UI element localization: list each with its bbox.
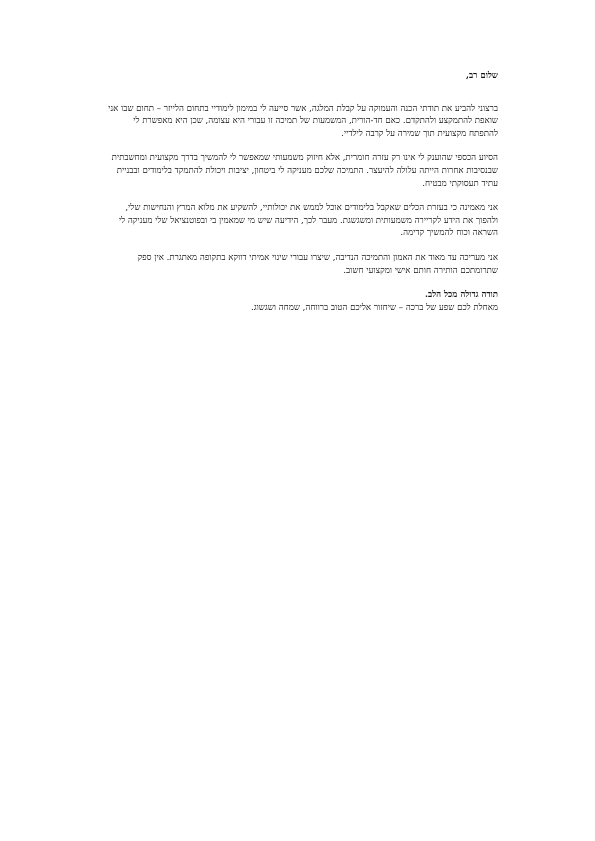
- letter-paragraph-3: אני מאמינה כי בעזרת הכלים שאקבל בלימודים אוכל לממש את יכולותיי, להשקיע את מלוא המרץ והנחישות שלי, ולהפוך את הידע לקריירה משמעותית ומשגשגת. מעבר לכך, הידיעה שיש מי שמאמין בי ובפוטנציאל שלי מעניקה לי השראה וכוח להמשיך קדימה.: [118, 203, 498, 239]
- letter-body: [106, 70, 498, 314]
- letter-paragraph-1: ברצוני להביע את תודתי הכנה והעמוקה על קבלת המלגה, אשר סייעה לי במימון לימודיי בתחום הלייזר – תחום שבו אני שואפת להתמקצע ולהתקדם. כאם חד-הורית, המשמעות של תמיכה זו עבורי היא עצומה, שכן היא מאפשרת לי להתפתח מקצועית תוך שמירה על קרבה לילדיי.: [108, 103, 498, 139]
- letter-closing-body: מאחלת לכם שפע של ברכה – שיחזור אליכם הטוב ברווחה, שמחה ושגשוג.: [251, 302, 498, 313]
- letter-closing-title: תודה גדולה מכל הלב.: [424, 290, 498, 301]
- letter-paragraph-4: אני מעריכה עד מאוד את האמון והתמיכה הנדיבה, שיצרו עבורי שינוי אמיתי דווקא בתקופה מאתגרת. אין ספק שתרומתכם הותירה חותם אישי ומקצועי חשוב.: [137, 252, 498, 276]
- letter-greeting: שלום רב,: [465, 71, 498, 81]
- letter-paragraph-2: הסיוע הכספי שהוענק לי אינו רק עזרה חומרית, אלא חיזוק משמעותי שמאפשר לי להמשיך בדרך מקצועית ומחשבתית שבנסיבות אחרות הייתה עלולה להיעצר. התמיכה שלכם מעניקה לי ביטחון, יציבות ויכולת להתמקד בלימודים ובבניית עתיד תעסוקתי מבטיח.: [111, 153, 498, 189]
